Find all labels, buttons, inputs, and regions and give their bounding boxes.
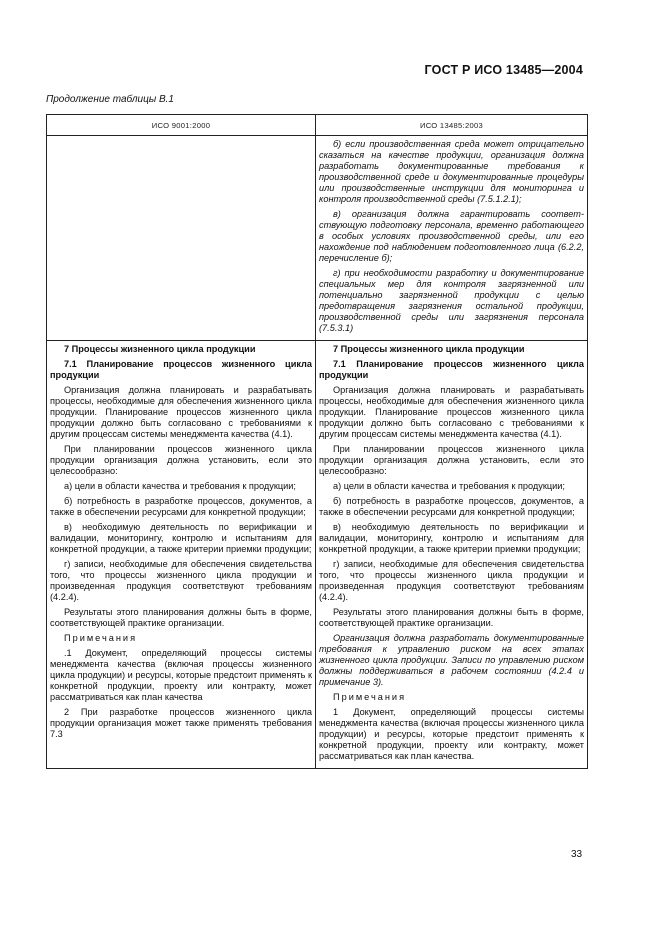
section-heading: 7 Процессы жизненного цикла продукции — [333, 344, 525, 354]
paragraph: Организация должна планировать и разрабатывать процессы, необходимые для обеспечения жизненного цикла продукции. Планирование процессов жизненного цикла продукции должно быть согласовано с требованиями к другим процессам системы менеджмента качества (4.1). — [50, 385, 312, 439]
list-item-v: в) необходимую деятельность по верификации и валидации, мониторингу, контролю и испытаниям для конкретной продукции, а также критерии приемки продукции; — [319, 522, 584, 554]
document-title: ГОСТ Р ИСО 13485—2004 — [424, 63, 583, 77]
paragraph: Результаты этого планирования должны быть в форме, соответствующей практике организации. — [50, 607, 312, 628]
list-item-v: в) необходимую деятельность по верификации и валидации, мониторингу, контролю и испытаниям для конкретной продукции, а также критерии приемки продукции; — [50, 522, 312, 554]
left-cell-empty — [47, 136, 316, 341]
paragraph-b-environment: б) если производственная среда может отрицательно сказаться на качестве продукции, организация должна разработать документированные требования к производственной среде и документированные процедуры или производственные инструкции для мониторинга и контроля производственной среды (7.5.1.2.1); — [319, 139, 584, 204]
table-caption: Продолжение таблицы В.1 — [46, 94, 174, 105]
comparison-table — [46, 114, 588, 769]
paragraph-v-personnel: в) организация должна гарантировать соответствующую подготовку персонала, временно работающего в особых условиях производственной среды, или его нахождение под наблюдением подготовленного лица (6.2.2, перечисление б); — [319, 209, 584, 263]
notes-heading: Примечания — [64, 633, 138, 643]
table-row-environment — [47, 136, 588, 341]
left-cell-section-7 — [47, 341, 316, 769]
note-2: 2 При разработке процессов жизненного цикла продукции организация может также применять требования 7.3 — [50, 707, 312, 739]
section-heading: 7 Процессы жизненного цикла продукции — [64, 344, 256, 354]
list-item-g: г) записи, необходимые для обеспечения свидетельства того, что процессы жизненного цикла продукции и произведенная продукция соответствуют требованиям (4.2.4). — [50, 559, 312, 602]
paragraph: При планировании процессов жизненного цикла продукции организация должна установить, если это целесообразно: — [319, 444, 584, 476]
column-header-iso13485: ИСО 13485:2003 — [316, 115, 588, 136]
table-row-section-7 — [47, 341, 588, 769]
subsection-heading: 7.1 Планирование процессов жизненного цикла продукции — [50, 359, 312, 380]
paragraph: При планировании процессов жизненного цикла продукции организация должна установить, если это целесообразно: — [50, 444, 312, 476]
list-item-g: г) записи, необходимые для обеспечения свидетельства того, что процессы жизненного цикла продукции и произведенная продукция соответствуют требованиям (4.2.4). — [319, 559, 584, 602]
column-header-iso9001: ИСО 9001:2000 — [47, 115, 316, 136]
right-cell-environment — [316, 136, 588, 341]
list-item-b: б) потребность в разработке процессов, документов, а также в обеспечении ресурсами для конкретной продукции; — [319, 496, 584, 517]
right-cell-section-7 — [316, 341, 588, 769]
paragraph-g-contamination: г) при необходимости разработку и документирование специальных мер для контроля загрязненной или потенциально загрязненной продукции с целью предотвращения загрязнения остальной продукции, производственной среды или загрязнения персонала (7.5.3.1) — [319, 268, 584, 333]
list-item-b: б) потребность в разработке процессов, документов, а также в обеспечении ресурсами для конкретной продукции; — [50, 496, 312, 517]
table-header-row — [47, 115, 588, 136]
page-number: 33 — [571, 849, 583, 860]
note-1: .1 Документ, определяющий процессы системы менеджмента качества (включая процессы жизненного цикла продукции) и ресурсы, которые предстоит применять к конкретной продукции, проекту или контракту, может рассматриваться как план качества — [50, 648, 312, 702]
paragraph: Организация должна планировать и разрабатывать процессы, необходимые для обеспечения жизненного цикла продукции. Планирование процессов жизненного цикла продукции должно быть согласовано с требованиями к другим процессам системы менеджмента качества (4.1). — [319, 385, 584, 439]
list-item-a: а) цели в области качества и требования к продукции; — [64, 481, 296, 491]
subsection-heading: 7.1 Планирование процессов жизненного цикла продукции — [319, 359, 584, 380]
risk-management-paragraph: Организация должна разработать документированные требования к управлению риском на всех этапах жизненного цикла продукции. Записи по управлению риском должны поддерживаться в рабочем состоянии (4.2.4 и примечание 3). — [319, 633, 584, 687]
note-1: 1 Документ, определяющий процессы системы менеджмента качества (включая процессы жизненного цикла продукции) и ресурсы, которые предстоит применять к конкретной продукции, проекту или контракту, может рассматриваться как план качества. — [319, 707, 584, 761]
paragraph: Результаты этого планирования должны быть в форме, соответствующей практике организации. — [319, 607, 584, 628]
list-item-a: а) цели в области качества и требования к продукции; — [333, 481, 565, 491]
notes-heading: Примечания — [333, 692, 407, 702]
